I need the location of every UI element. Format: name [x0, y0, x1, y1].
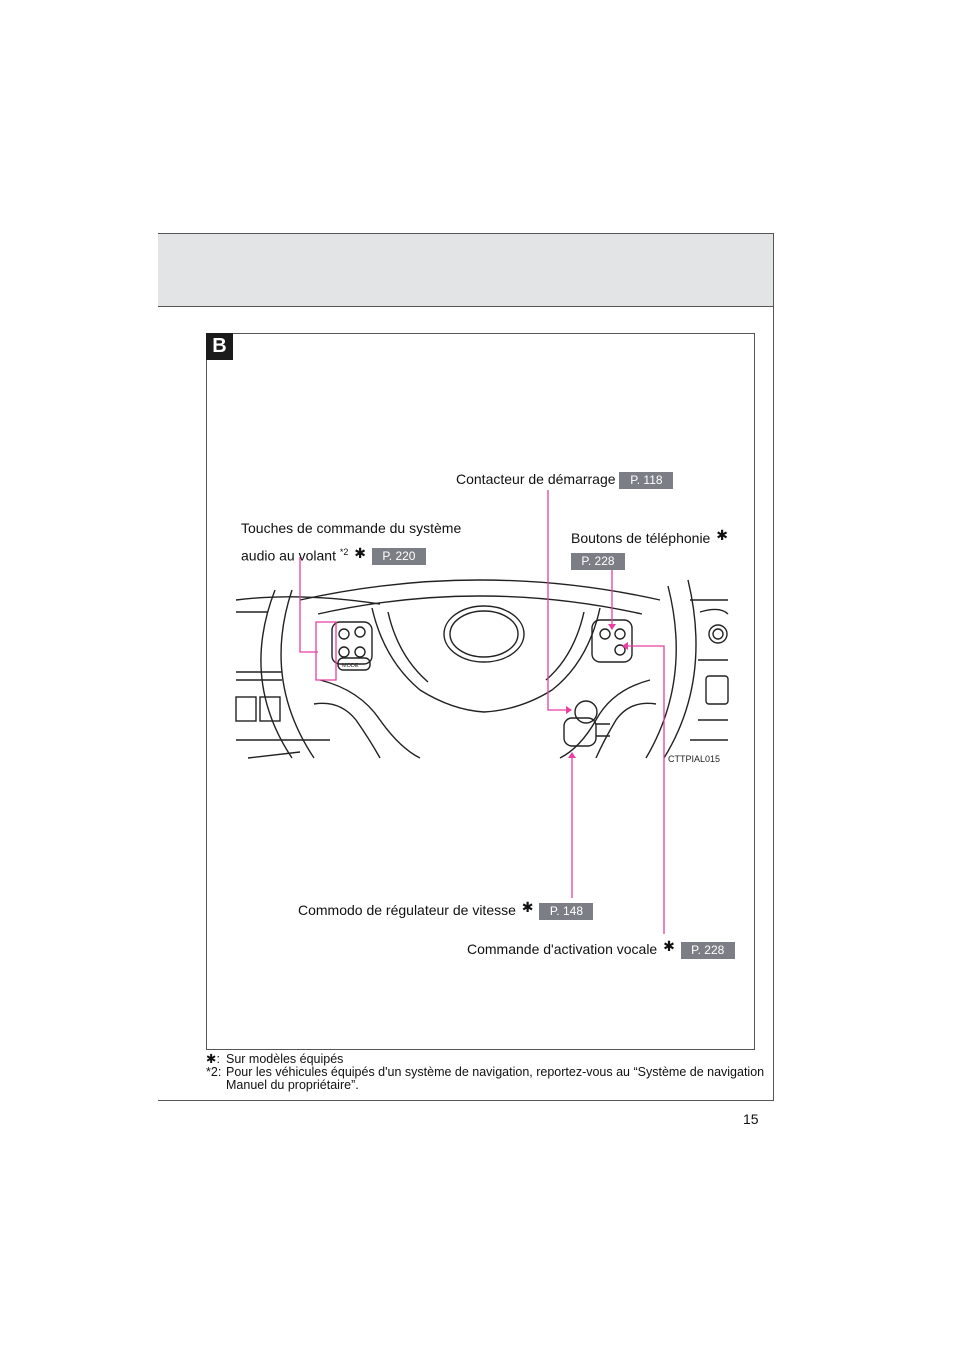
phone-callout: [571, 526, 730, 570]
audio-page-ref[interactable]: P. 220: [372, 548, 426, 565]
mode-button-label: MODE: [342, 663, 359, 669]
starter-page-ref[interactable]: P. 118: [619, 472, 673, 489]
audio-label-line2: audio au volant: [241, 547, 336, 564]
section-badge: B: [206, 333, 233, 360]
cruise-label: Commodo de régulateur de vitesse: [298, 902, 516, 918]
voice-page-ref[interactable]: P. 228: [681, 942, 735, 959]
audio-note-mark: *2: [339, 547, 349, 557]
phone-star: ✱: [716, 527, 728, 543]
phone-page-ref[interactable]: P. 228: [571, 553, 625, 570]
cruise-callout: [298, 898, 593, 920]
footnote-navigation: [206, 1066, 766, 1092]
audio-star: ✱: [354, 544, 366, 561]
cruise-page-ref[interactable]: P. 148: [539, 903, 593, 920]
starter-callout: [456, 470, 673, 489]
footnote-text: Pour les véhicules équipés d'un système de navigation, reportez-vous au “Système de navigation Manuel du propriétaire”.: [226, 1065, 765, 1092]
voice-label: Commande d'activation vocale: [467, 941, 658, 957]
cruise-star: ✱: [521, 899, 534, 915]
phone-label: Boutons de téléphonie: [571, 530, 711, 546]
footnote-text: Sur modèles équipés: [226, 1052, 344, 1066]
footnote-mark: ✱:: [206, 1052, 220, 1066]
voice-callout: [467, 937, 735, 959]
footnotes: [206, 1053, 766, 1092]
illustration-code: CTTPIAL015: [668, 754, 721, 764]
starter-label: Contacteur de démarrage: [456, 471, 616, 487]
audio-label-line1: Touches de commande du système: [241, 520, 462, 536]
footnote-mark: *2:: [206, 1065, 222, 1079]
page-number: 15: [743, 1111, 759, 1127]
voice-star: ✱: [663, 938, 675, 954]
audio-callout: [241, 519, 461, 565]
